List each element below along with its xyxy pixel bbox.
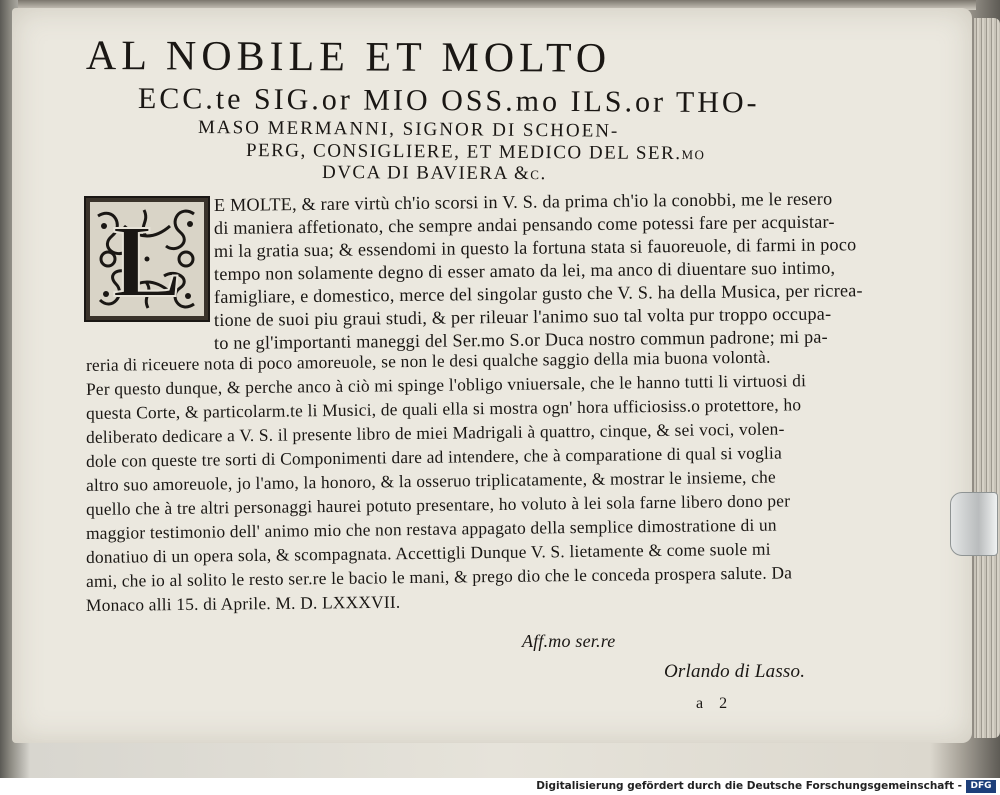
dfg-logo: DFG xyxy=(966,780,996,793)
body-line-11: deliberato dedicare a V. S. il presente libro de miei Madrigali à quattro, cinque, & sei voci, volen- xyxy=(85,418,785,447)
closing-phrase: Aff.mo ser.re xyxy=(522,631,616,651)
title-line-1: AL NOBILE ET MOLTO xyxy=(85,33,612,82)
initial-letter: L xyxy=(112,204,182,319)
footer-bar xyxy=(0,778,1000,795)
body-line-9: Per questo dunque, & perche anco à ciò mi spinge l'obligo vniuersale, che le hanno tutti li virtuosi di xyxy=(85,370,807,399)
body-line-8: reria di riceuere nota di poco amoreuole, se non le desi qualche saggio della mia buona volontà. xyxy=(85,346,771,375)
body-line-7: to ne gl'importanti maneggi del Ser.mo S.or Duca nostro commun padrone; mi pa- xyxy=(213,326,828,353)
body-line-17: ami, che io al solito le resto ser.re le bacio le mani, & prego dio che le conceda prospera salute. Da xyxy=(85,562,793,591)
signature-mark: a 2 xyxy=(696,695,734,712)
body-line-14: quello che à tre altri personaggi haurei potuto presentare, ho voluto à lei sola farne libero dono per xyxy=(85,490,791,519)
body-line-3: mi la gratia sua; & essendomi in questo la fortuna stata si fauoreuole, di farmi in poco xyxy=(213,234,857,261)
body-line-1: E MOLTE, & rare virtù ch'io scorsi in V. S. da prima ch'io la conobbi, me le resero xyxy=(213,188,833,215)
body-line-5: famigliare, e domestico, merce del singolar gusto che V. S. ha della Musica, per ricrea- xyxy=(213,280,863,307)
body-line-10: questa Corte, & particolarm.te li Musici, de quali ella si mostra ogn' hora ufficiosiss.o protettore, ho xyxy=(85,394,802,423)
title-line-3: MASO MERMANNI, SIGNOR DI SCHOEN- xyxy=(197,117,620,142)
body-line-6: tione de suoi piu graui studi, & per rileuar l'animo suo tal volta pur troppo occupa- xyxy=(213,303,832,330)
body-line-15: maggior testimonio dell' animo mio che non restava appagato della semplice dimostratione di un xyxy=(85,514,777,543)
body-line-18: Monaco alli 15. di Aprile. M. D. LXXXVII. xyxy=(85,591,401,615)
ornate-initial xyxy=(84,196,210,322)
title-line-5: DVCA DI BAVIERA &c. xyxy=(321,162,547,185)
title-line-2: ECC.te SIG.or MIO OSS.mo ILS.or THO- xyxy=(137,82,760,120)
body-line-12: dole con queste tre sorti di Componimenti dare ad intendere, che à comparatione di qual si voglia xyxy=(85,442,783,471)
signature: Orlando di Lasso. xyxy=(664,661,806,682)
body-line-13: altro suo amoreuole, jo l'amo, la honoro, & la osseruo triplicatamente, & mostrar le insieme, che xyxy=(85,466,777,495)
body-line-2: di maniera affetionato, che sempre andai pensando come potessi fare per acquistar- xyxy=(213,211,835,238)
title-line-4: PERG, CONSIGLIERE, ET MEDICO DEL SER.mo xyxy=(245,140,706,165)
body-line-4: tempo non solamente degno di esser amato da lei, ma anco di diuentare suo intimo, xyxy=(213,257,836,284)
footer-credit: Digitalisierung gefördert durch die Deutsche Forschungsgemeinschaft - xyxy=(536,780,962,792)
body-line-16: donatiuo di un opera sola, & scompagnata. Accettigli Dunque V. S. lietamente & come suole mi xyxy=(85,538,771,567)
ornate-initial-graphic xyxy=(84,196,210,322)
